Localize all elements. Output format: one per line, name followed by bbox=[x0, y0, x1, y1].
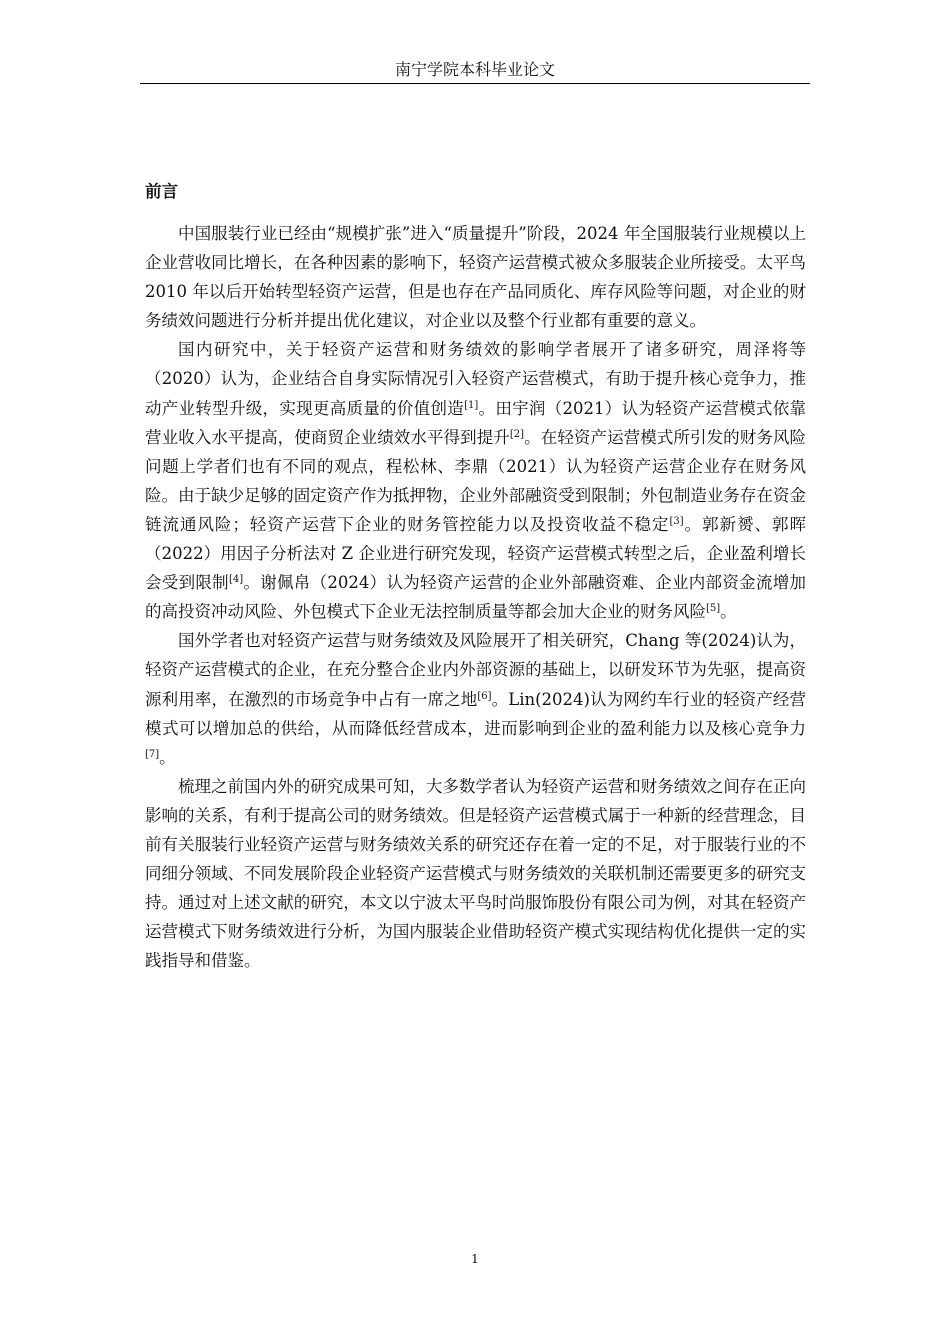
citation-ref: [1] bbox=[464, 399, 479, 411]
paragraph bbox=[145, 335, 806, 626]
page-number: 1 bbox=[471, 1252, 479, 1266]
text-run: 中国服装行业已经由“规模扩张”进入“质量提升”阶段，2024 年全国服装行业规模以上企业营收同比增长，在各种因素的影响下，轻资产运营模式被众多服装企业所接受。太平鸟 2010 年以后开始转型轻资产运营，但是也存在产品同质化、库存风险等问题，对企业的财务绩效问题进行分析并提出优化建议，对企业以及整个行业都有重要的意义。 bbox=[145, 224, 806, 331]
text-run: 。在轻资产运营模式所引发的财务风险问题上学者们也有不同的观点，程松林、李鼎（2021）认为轻资产运营企业存在财务风险。由于缺少足够的固定资产作为抵押物，企业外部融资受到限制；外包制造业务存在资金链流通风险；轻资产运营下企业的财务管控能力以及投资收益不稳定 bbox=[145, 427, 807, 534]
section-title: 前言 bbox=[145, 182, 178, 201]
text-run: 。田宇润（2021）认为轻资产运营模式依靠营业收入水平提高，使商贸企业绩效水平得到提升 bbox=[145, 398, 806, 447]
text-run: 。郭新赟、郭晖（2022）用因子分析法对 Z 企业进行研究发现，轻资产运营模式转型之后，企业盈利增长会受到限制 bbox=[145, 514, 807, 593]
text-run: 国外学者也对轻资产运营与财务绩效及风险展开了相关研究，Chang 等(2024)认为，轻资产运营模式的企业，在充分整合企业内外部资源的基础上，以研发环节为先驱，提高资源利用率，在激烈的市场竞争中占有一席之地 bbox=[145, 631, 806, 709]
paragraph bbox=[145, 219, 806, 335]
header-rule bbox=[140, 83, 810, 84]
running-header: 南宁学院本科毕业论文 bbox=[394, 60, 555, 79]
text-run: 。 bbox=[159, 747, 176, 767]
text-run: 梳理之前国内外的研究成果可知，大多数学者认为轻资产运营和财务绩效之间存在正向影响的关系，有利于提高公司的财务绩效。但是轻资产运营模式属于一种新的经营理念，目前有关服装行业轻资产运营与财务绩效关系的研究还存在着一定的不足，对于服装行业的不同细分领域、不同发展阶段企业轻资产运营模式与财务绩效的关联机制还需要更多的研究支持。通过对上述文献的研究，本文以宁波太平鸟时尚服饰股份有限公司为例，对其在轻资产运营模式下财务绩效进行分析，为国内服装企业借助轻资产模式实现结构优化提供一定的实践指导和借鉴。 bbox=[145, 776, 806, 971]
text-run: 。谢佩帛（2024）认为轻资产运营的企业外部融资难、企业内部资金流增加的高投资冲动风险、外包模式下企业无法控制质量等都会加大企业的财务风险 bbox=[145, 573, 806, 622]
body-text bbox=[145, 219, 806, 975]
citation-ref: [7] bbox=[145, 748, 160, 760]
paragraph bbox=[145, 626, 806, 771]
citation-ref: [5] bbox=[706, 603, 721, 615]
citation-ref: [4] bbox=[228, 574, 244, 586]
paragraph bbox=[145, 772, 806, 976]
citation-ref: [2] bbox=[509, 428, 525, 440]
citation-ref: [3] bbox=[669, 515, 684, 527]
text-run: 。Lin(2024)认为网约车行业的轻资产经营模式可以增加总的供给，从而降低经营成本，进而影响到企业的盈利能力以及核心竞争力 bbox=[145, 689, 806, 738]
text-run: 国内研究中，关于轻资产运营和财务绩效的影响学者展开了诸多研究，周泽将等（2020）认为，企业结合自身实际情况引入轻资产运营模式，有助于提升核心竞争力，推动产业转型升级，实现更高质量的价值创造 bbox=[145, 340, 806, 418]
text-run: 。 bbox=[720, 602, 737, 622]
citation-ref: [6] bbox=[477, 690, 492, 702]
